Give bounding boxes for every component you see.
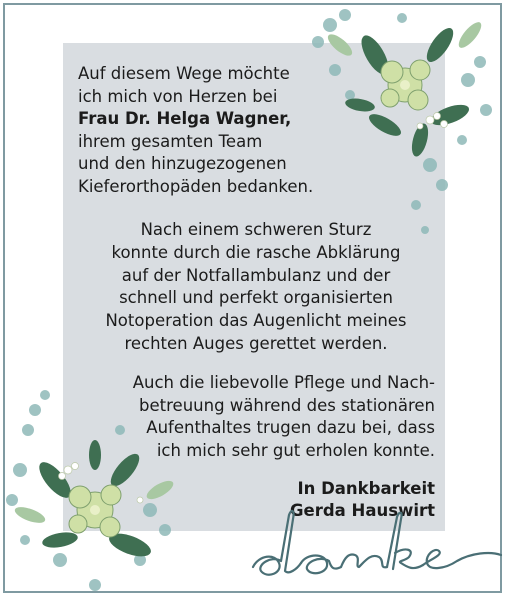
signature-name: Gerda Hauswirt: [290, 501, 435, 520]
text-line: Auf diesem Wege möchte: [78, 64, 290, 83]
paragraph-greeting: [78, 63, 408, 198]
paragraph-story: [66, 219, 446, 356]
text-line: Kieferorthopäden bedanken.: [78, 176, 314, 196]
text-line: Notoperation das Augenlicht meines: [105, 311, 407, 331]
text-line: schnell und perfekt organisierten: [119, 288, 393, 308]
text-line: auf der Notfallambulanz und der: [121, 265, 391, 285]
text-line: Auch die liebevolle Pflege und Nach-: [132, 373, 435, 392]
text-line: Aufenthaltes trugen dazu bei, dass: [146, 418, 435, 437]
text-line: und den hinzugezogenen: [78, 154, 287, 173]
text-line: ich mich sehr gut erholen konnte.: [156, 440, 435, 460]
text-line: ihrem gesamten Team: [78, 131, 263, 151]
text-line: rechten Auges gerettet werden.: [124, 333, 388, 353]
text-line: konnte durch die rasche Abklärung: [111, 242, 401, 262]
recipient-name: Frau Dr. Helga Wagner,: [78, 109, 292, 128]
text-line: Nach einem schweren Sturz: [140, 220, 372, 239]
text-line: ich mich von Herzen bei: [78, 86, 278, 106]
danke-script-logo: [245, 505, 505, 595]
paragraph-care: [78, 372, 435, 462]
text-line: betreuung während des stationären: [139, 395, 435, 415]
signature-closing: In Dankbarkeit: [297, 479, 435, 498]
